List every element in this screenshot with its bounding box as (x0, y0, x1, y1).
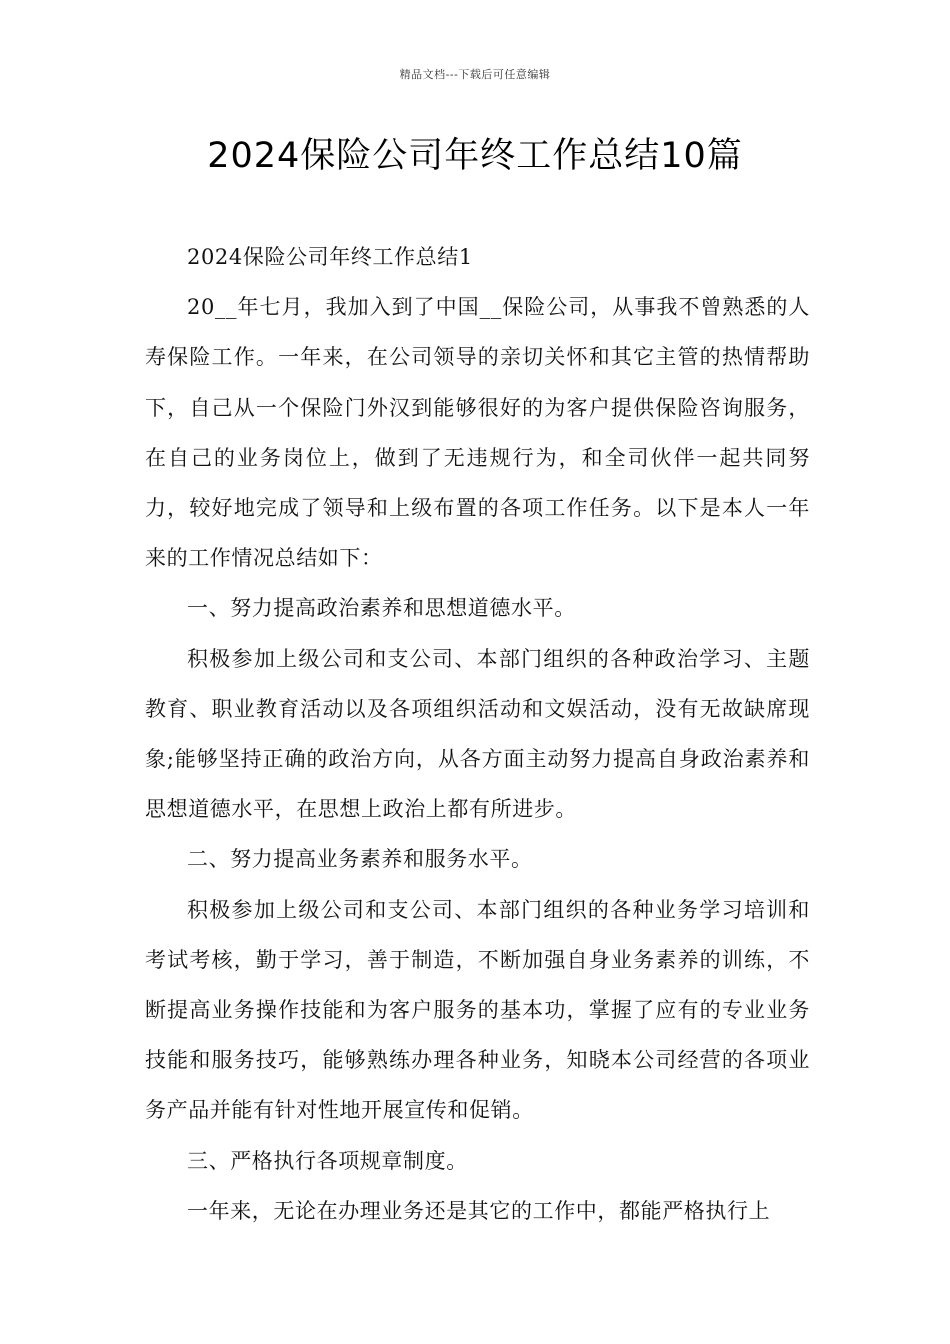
section-heading: 一、努力提高政治素养和思想道德水平。 (187, 596, 576, 621)
section-heading: 2024保险公司年终工作总结1 (187, 245, 473, 269)
paragraph: 20__年七月，我加入到了中国__保险公司，从事我不曾熟悉的人寿保险工作。一年来，在公司领导的亲切关怀和其它主管的热情帮助下，自己从一个保险门外汉到能够很好的为客户提供保险咨询服务，在自己的业务岗位上，做到了无违规行为，和全司伙伴一起共同努力，较好地完成了领导和上级布置的各项工作任务。以下是本人一年来的工作情况总结如下： (145, 295, 810, 571)
document-body (145, 232, 810, 1236)
header-note: 精品文档---下载后可任意编辑 (399, 68, 551, 81)
paragraph: 积极参加上级公司和支公司、本部门组织的各种业务学习培训和考试考核，勤于学习，善于制造，不断加强自身业务素养的训练，不断提高业务操作技能和为客户服务的基本功，掌握了应有的专业业务技能和服务技巧，能够熟练办理各种业务，知晓本公司经营的各项业务产品并能有针对性地开展宣传和促销。 (145, 897, 810, 1123)
paragraph: 一年来，无论在办理业务还是其它的工作中，都能严格执行上 (187, 1198, 771, 1223)
section-heading: 三、严格执行各项规章制度。 (187, 1148, 468, 1173)
section-heading: 二、努力提高业务素养和服务水平。 (187, 847, 533, 872)
document-title: 2024保险公司年终工作总结10篇 (207, 136, 743, 176)
paragraph: 积极参加上级公司和支公司、本部门组织的各种政治学习、主题教育、职业教育活动以及各项组织活动和文娱活动，没有无故缺席现象;能够坚持正确的政治方向，从各方面主动努力提高自身政治素养和思想道德水平，在思想上政治上都有所进步。 (145, 646, 810, 822)
